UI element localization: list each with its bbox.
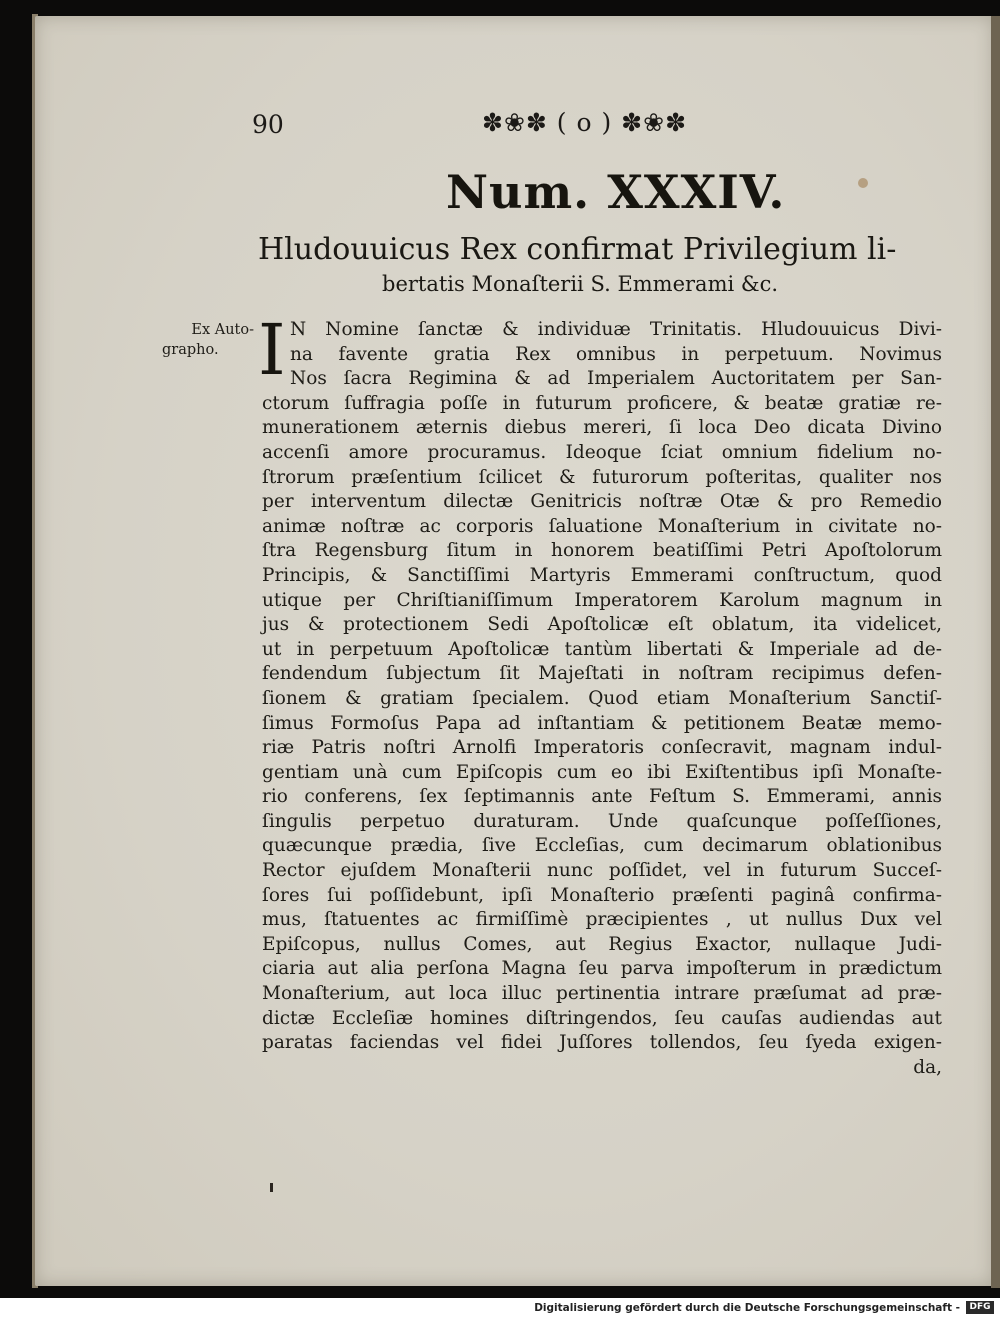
- text-line: utique per Chriſtianiſſimum Imperatorem Karolum magnum in: [262, 589, 942, 611]
- footer-credit: Digitalisierung gefördert durch die Deutsche Forschungsgemeinschaft -: [534, 1302, 960, 1314]
- ink-speck: [270, 1183, 273, 1192]
- body-text: [262, 318, 942, 1080]
- text-line: ſtra Regensburg ſitum in honorem beatiſſimi Petri Apoſtolorum: [262, 540, 942, 562]
- text-line: animæ noſtræ ac corporis ſaluatione Monaſterium in civitate no-: [262, 515, 942, 537]
- text-line: munerationem æternis diebus mereri, ſi loca Deo dicata Divino: [262, 417, 942, 439]
- document-number-heading: Num. XXXIV.: [446, 165, 786, 219]
- text-line: paratas faciendas vel fidei Juſſores tollendos, ſeu ſyeda exigen-: [262, 1032, 942, 1054]
- margin-note-line-1: Ex Auto-: [191, 322, 254, 338]
- text-line: Nos ſacra Regimina & ad Imperialem Auctoritatem per San-: [290, 368, 942, 390]
- text-line: accenſi amore procuramus. Ideoque ſciat omnium fidelium no-: [262, 441, 942, 463]
- margin-note: [162, 320, 254, 360]
- text-line: quæcunque prædia, ſive Eccleſias, cum decimarum oblationibus: [262, 835, 942, 857]
- margin-note-line-2: grapho.: [162, 342, 219, 358]
- text-line: dictæ Eccleſiæ homines diſtringendos, ſeu cauſas audiendas aut: [262, 1007, 942, 1029]
- dfg-logo: DFG: [966, 1301, 994, 1314]
- text-line: ſionem & gratiam ſpecialem. Quod etiam Monaſterium Sanctiſ-: [262, 687, 942, 709]
- page-right-edge: [991, 16, 1000, 1288]
- text-line: Monaſterium, aut loca illuc pertinentia intrare præſumat ad præ-: [262, 983, 942, 1005]
- page-number: 90: [252, 110, 284, 139]
- text-line: fendendum ſubjectum ſit Majeſtati in noſtram recipimus defen-: [262, 663, 942, 685]
- text-line: ut in perpetuum Apoſtolicæ tantùm libertati & Imperiale ad de-: [262, 638, 942, 660]
- text-line: Epiſcopus, nullus Comes, aut Regius Exactor, nullaque Judi-: [262, 933, 942, 955]
- text-line: Rector ejuſdem Monaſterii nunc poſſidet, vel in futurum Succeſ-: [262, 860, 942, 882]
- text-line: riæ Patris noſtri Arnolfi Imperatoris conſecravit, magnam indul-: [262, 737, 942, 759]
- page-header: [252, 108, 702, 148]
- text-line: mus, ſtatuentes ac firmiſſimè præcipientes , ut nullus Dux vel: [262, 909, 942, 931]
- text-line: ſores ſui poſſidebunt, ipſi Monaſterio præſenti paginâ confirma-: [262, 884, 942, 906]
- paper-stain: [858, 178, 868, 188]
- document-title-line-1: Hludouuicus Rex confirmat Privilegium li-: [258, 232, 897, 267]
- text-line: ſtrorum præſentium ſcilicet & futurorum poſteritas, qualiter nos: [262, 466, 942, 488]
- text-line: ſingulis perpetuo duraturam. Unde quaſcunque poſſeſſiones,: [262, 810, 942, 832]
- text-line: na favente gratia Rex omnibus in perpetuum. Novimus: [290, 343, 942, 365]
- document-title-line-2: bertatis Monaſterii S. Emmerami &c.: [382, 272, 779, 296]
- text-line-last: da,: [913, 1056, 942, 1078]
- text-line: ciaria aut alia perſona Magna ſeu parva impoſterum in prædictum: [262, 958, 942, 980]
- text-line: ctorum ſuffragia poſſe in futurum proficere, & beatæ gratiæ re-: [262, 392, 942, 414]
- drop-cap: I: [258, 309, 286, 391]
- text-line: rio conferens, ſex ſeptimannis ante Feſtum S. Emmerami, annis: [262, 786, 942, 808]
- text-line: Principis, & Sanctiſſimi Martyris Emmerami conſtructum, quod: [262, 564, 942, 586]
- text-line: per interventum dilectæ Genitricis noſtræ Otæ & pro Remedio: [262, 491, 942, 513]
- text-line: jus & protectionem Sedi Apoſtolicæ eſt oblatum, ita videlicet,: [262, 614, 942, 636]
- text-line: ſimus Formoſus Papa ad inſtantiam & petitionem Beatæ memo-: [262, 712, 942, 734]
- text-line: gentiam unà cum Epiſcopis cum eo ibi Exiſtentibus ipſi Monaſte-: [262, 761, 942, 783]
- text-line: N Nomine ſanctæ & individuæ Trinitatis. Hludouuicus Divi-: [290, 319, 942, 340]
- header-ornament: ✽❀✽ ( o ) ✽❀✽: [482, 108, 688, 137]
